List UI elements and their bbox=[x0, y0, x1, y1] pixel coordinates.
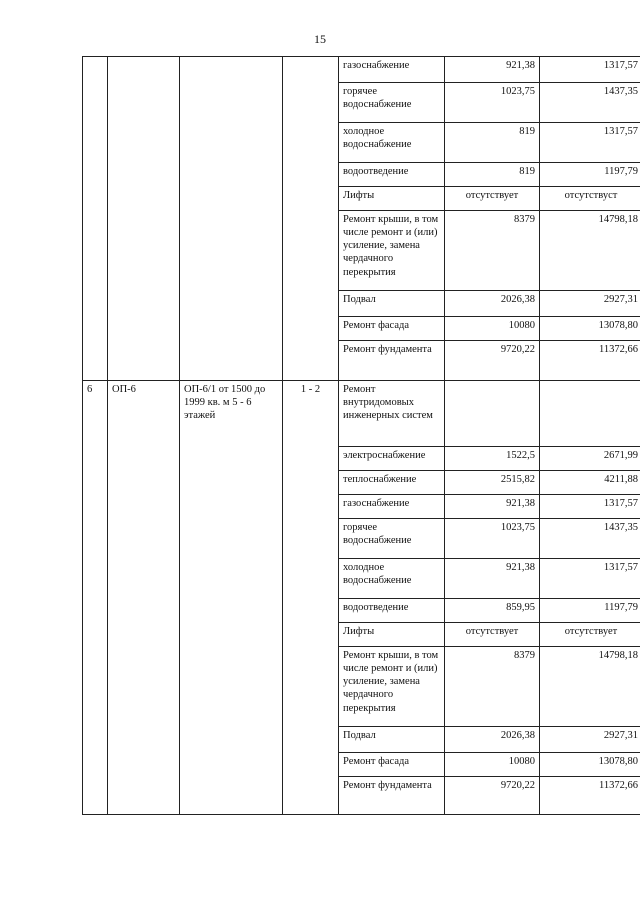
row-label: Лифты bbox=[339, 187, 445, 211]
row-value-1: 10080 bbox=[445, 317, 540, 341]
row-value-1 bbox=[445, 381, 540, 447]
row-label: Ремонт крыши, в том числе ремонт и (или) усиление, замена чердачного перекрытия bbox=[339, 211, 445, 291]
row-value-1: 2026,38 bbox=[445, 291, 540, 317]
cell-description-empty bbox=[180, 57, 283, 381]
row-value-2: отсутствуст bbox=[540, 187, 640, 211]
row-value-1: 1023,75 bbox=[445, 83, 540, 123]
row-value-2: 13078,80 bbox=[540, 753, 640, 777]
row-value-2: 13078,80 bbox=[540, 317, 640, 341]
row-label: водоотведение bbox=[339, 163, 445, 187]
cell-description: ОП-6/1 от 1500 до 1999 кв. м 5 - 6 этажей bbox=[180, 381, 283, 815]
row-value-2: отсутствует bbox=[540, 623, 640, 647]
row-label: газоснабжение bbox=[339, 495, 445, 519]
row-value-1: 2515,82 bbox=[445, 471, 540, 495]
row-value-1: 8379 bbox=[445, 211, 540, 291]
row-label: Ремонт фасада bbox=[339, 753, 445, 777]
row-value-1: 921,38 bbox=[445, 495, 540, 519]
row-label: холодное водоснабжение bbox=[339, 559, 445, 599]
row-value-1: 819 bbox=[445, 123, 540, 163]
row-value-2: 1197,79 bbox=[540, 599, 640, 623]
row-value-2: 1317,57 bbox=[540, 559, 640, 599]
row-value-2: 11372,66 bbox=[540, 777, 640, 815]
row-label: водоотведение bbox=[339, 599, 445, 623]
row-value-2: 14798,18 bbox=[540, 211, 640, 291]
row-value-1: 859,95 bbox=[445, 599, 540, 623]
row-value-2: 1317,57 bbox=[540, 123, 640, 163]
row-value-2: 11372,66 bbox=[540, 341, 640, 381]
row-label: Ремонт фундамента bbox=[339, 777, 445, 815]
row-label: газоснабжение bbox=[339, 57, 445, 83]
row-value-1: 819 bbox=[445, 163, 540, 187]
cell-index-empty bbox=[83, 57, 108, 381]
table-row bbox=[83, 57, 640, 83]
row-value-1: 9720,22 bbox=[445, 341, 540, 381]
row-label: Ремонт фасада bbox=[339, 317, 445, 341]
row-value-2: 1197,79 bbox=[540, 163, 640, 187]
row-value-1: отсутствует bbox=[445, 187, 540, 211]
row-value-1: 9720,22 bbox=[445, 777, 540, 815]
row-label: электроснабжение bbox=[339, 447, 445, 471]
table-row bbox=[83, 381, 640, 447]
row-label: Подвал bbox=[339, 291, 445, 317]
row-value-1: 1023,75 bbox=[445, 519, 540, 559]
cell-floors-empty bbox=[283, 57, 339, 381]
cell-index: 6 bbox=[83, 381, 108, 815]
row-value-2: 2927,31 bbox=[540, 291, 640, 317]
row-label: теплоснабжение bbox=[339, 471, 445, 495]
row-value-1: отсутствует bbox=[445, 623, 540, 647]
row-label: Лифты bbox=[339, 623, 445, 647]
row-label: Ремонт внутридомовых инженерных систем bbox=[339, 381, 445, 447]
row-label: горячее водоснабжение bbox=[339, 83, 445, 123]
row-value-2: 2671,99 bbox=[540, 447, 640, 471]
cell-floors: 1 - 2 bbox=[283, 381, 339, 815]
row-label: холодное водоснабжение bbox=[339, 123, 445, 163]
row-value-2: 14798,18 bbox=[540, 647, 640, 727]
row-label: Ремонт крыши, в том числе ремонт и (или) усиление, замена чердачного перекрытия bbox=[339, 647, 445, 727]
row-value-2 bbox=[540, 381, 640, 447]
row-value-2: 1317,57 bbox=[540, 57, 640, 83]
row-label: Ремонт фундамента bbox=[339, 341, 445, 381]
row-value-2: 1317,57 bbox=[540, 495, 640, 519]
row-value-1: 921,38 bbox=[445, 57, 540, 83]
cell-code: ОП-6 bbox=[108, 381, 180, 815]
cost-table bbox=[82, 56, 640, 815]
row-value-2: 1437,35 bbox=[540, 519, 640, 559]
row-value-1: 921,38 bbox=[445, 559, 540, 599]
row-value-2: 1437,35 bbox=[540, 83, 640, 123]
page-number: 15 bbox=[314, 32, 326, 46]
row-value-1: 2026,38 bbox=[445, 727, 540, 753]
row-value-1: 10080 bbox=[445, 753, 540, 777]
row-value-1: 8379 bbox=[445, 647, 540, 727]
row-label: горячее водоснабжение bbox=[339, 519, 445, 559]
row-value-1: 1522,5 bbox=[445, 447, 540, 471]
row-label: Подвал bbox=[339, 727, 445, 753]
row-value-2: 2927,31 bbox=[540, 727, 640, 753]
row-value-2: 4211,88 bbox=[540, 471, 640, 495]
cell-code-empty bbox=[108, 57, 180, 381]
